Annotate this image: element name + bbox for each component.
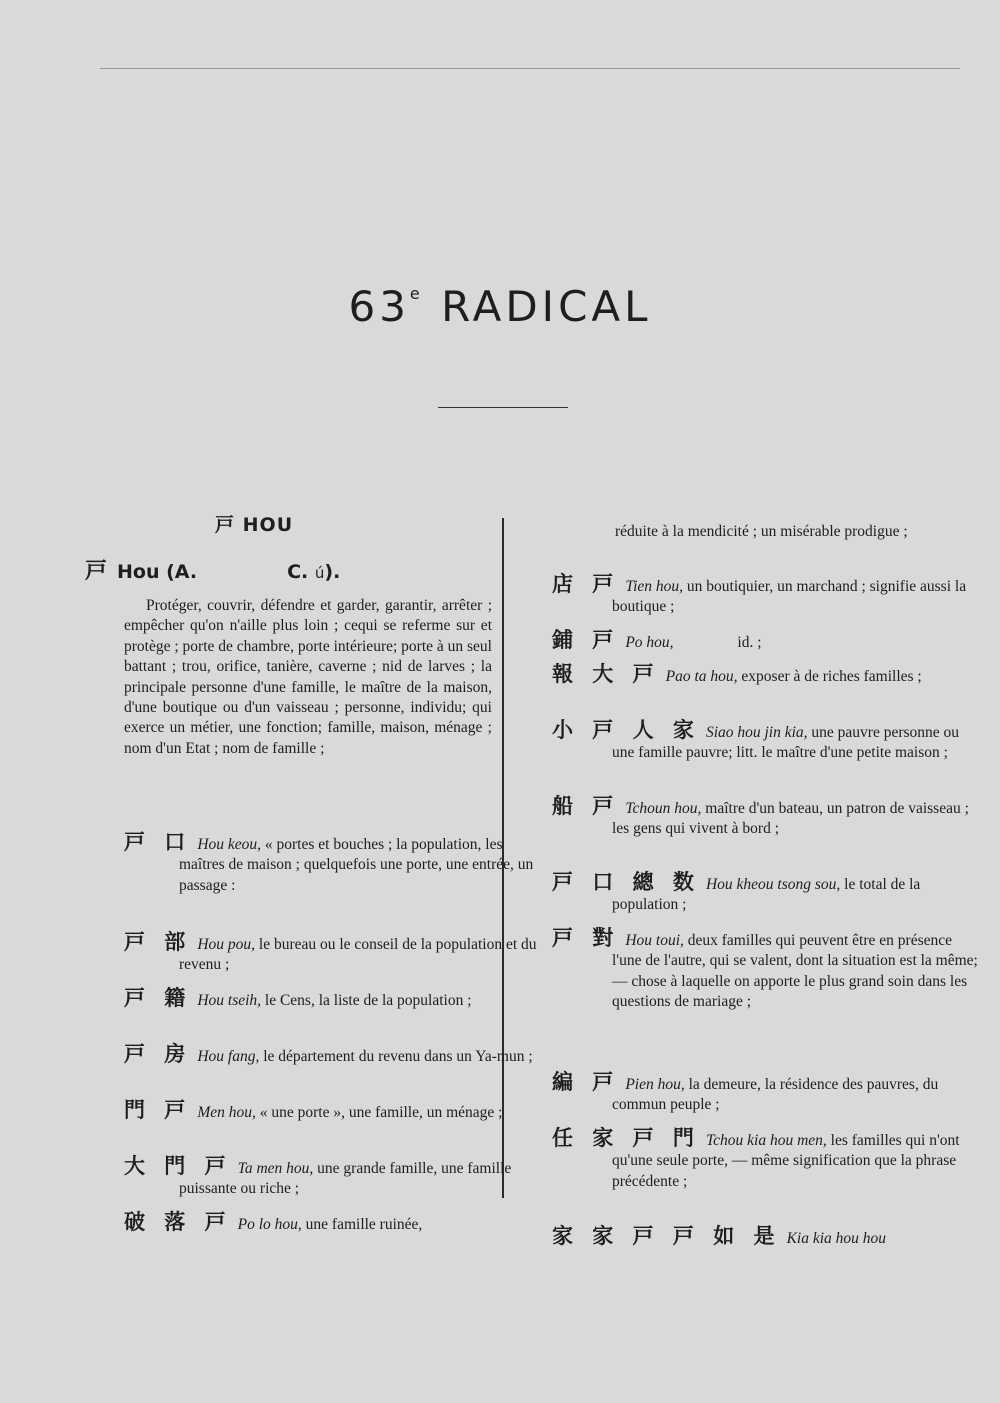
entry-romanization: Pao ta hou, [665, 668, 738, 685]
entry-body: une pauvre personne ou une famille pauvre; litt. le maître d'une petite maison ; [612, 724, 960, 762]
entry-cjk: 門 戸 [124, 1098, 192, 1122]
entry-romanization: Tien hou, [625, 578, 684, 595]
entry-cjk: 船 戸 [552, 794, 620, 818]
right-entry [552, 1072, 980, 1116]
left-entry [124, 988, 541, 1011]
head-entry-c-value: ú [314, 564, 325, 582]
entry-body: le bureau ou le conseil de la population et du revenu ; [179, 936, 537, 974]
right-entry [552, 796, 980, 840]
entry-romanization: Siao hou jin kia, [705, 724, 808, 741]
entry-body: un boutiquier, un marchand ; signifie aussi la boutique ; [612, 578, 967, 616]
entry-cjk: 戸 對 [552, 926, 620, 950]
entry-romanization: Pien hou, [625, 1076, 685, 1093]
left-entry [124, 832, 541, 896]
entry-cjk: 任 家 戸 門 [552, 1126, 700, 1150]
left-entry [124, 1212, 541, 1235]
entry-body: les familles qui n'ont qu'une seule porte, — même signification que la phrase précédente ; [612, 1132, 960, 1190]
right-entry [552, 720, 980, 764]
right-entry [552, 1128, 980, 1192]
entry-cjk: 戸 籍 [124, 986, 192, 1010]
right-entry [552, 928, 980, 1013]
entry-romanization: Hou pou, [197, 936, 256, 953]
entry-cjk: 戸 房 [124, 1042, 192, 1066]
entry-body: exposer à de riches familles ; [741, 668, 922, 685]
radical-word: RADICAL [441, 282, 652, 331]
entry-body: une famille ruinée, [305, 1216, 423, 1233]
right-entry [552, 664, 980, 687]
entry-body: « une porte », une famille, un ménage ; [259, 1104, 503, 1121]
entry-body: deux familles qui peuvent être en présence l'une de l'autre, qui se valent, dont la situation est la même; — chose à laquelle on apporte le plus grand soin dans les questions de mariage ; [612, 932, 978, 1011]
head-entry-c: C. [287, 561, 309, 583]
entry-body: le département du revenu dans un Ya-mun ; [263, 1048, 533, 1065]
entry-body: « portes et bouches ; la population, les maîtres de maison ; quelquefois une porte, une entrée, un passage : [179, 836, 534, 894]
entry-romanization: Men hou, [197, 1104, 256, 1121]
left-entry [124, 932, 541, 976]
right-entry [552, 872, 980, 916]
head-entry-cjk: 戸 [85, 559, 108, 584]
definition-paragraph: Protéger, couvrir, défendre et garder, garantir, arrêter ; empêcher qu'on n'aille plus loin ; cequi se referme sur et protège ; porte de chambre, porte intérieure; porte à un seul battant ; trou, orifice, tanière, caverne ; nid de larves ; la principale personne d'une famille, le maître de la maison, d'une boutique ou d'un vaisseau ; personne, individu; qui exerce un métier, une fonction; famille, maison, ménage ; nom d'un Etat ; nom de famille ; [124, 597, 492, 757]
entry-cjk: 店 戸 [552, 572, 620, 596]
entry-cjk: 大 門 戸 [124, 1154, 232, 1178]
entry-cjk: 小 戸 人 家 [552, 718, 700, 742]
entry-romanization: Hou keou, [197, 836, 262, 853]
entry-body: id. ; [737, 634, 762, 651]
entry-cjk: 破 落 戸 [124, 1210, 232, 1234]
right-entry [552, 630, 980, 653]
page-title [0, 282, 1000, 331]
heading-cjk: 戸 [215, 514, 236, 536]
entry-romanization: Ta men hou, [237, 1160, 314, 1177]
section-heading [215, 510, 293, 537]
radical-number: 63 [348, 282, 410, 331]
entry-romanization: Kia kia hou hou [786, 1230, 887, 1247]
entry-romanization: Hou kheou tsong sou, [705, 876, 841, 893]
left-entry [124, 1156, 541, 1200]
head-entry [85, 554, 340, 585]
entry-body: maître d'un bateau, un patron de vaisseau ; les gens qui vivent à bord ; [612, 800, 969, 838]
left-entry [124, 1044, 541, 1067]
entry-cjk: 鋪 戸 [552, 628, 620, 652]
entry-romanization: Tchoun hou, [625, 800, 702, 817]
entry-cjk: 報 大 戸 [552, 662, 660, 686]
entry-romanization: Hou toui, [625, 932, 684, 949]
entry-romanization: Hou tseih, [197, 992, 262, 1009]
head-entry-tail: ). [324, 561, 341, 583]
right-continuation: réduite à la mendicité ; un misérable prodigue ; [615, 523, 908, 540]
entry-body: la demeure, la résidence des pauvres, du commun peuple ; [612, 1076, 939, 1114]
entry-cjk: 編 戸 [552, 1070, 620, 1094]
entry-romanization: Tchou kia hou men, [705, 1132, 827, 1149]
heading-text: HOU [242, 514, 294, 536]
entry-body: le Cens, la liste de la population ; [264, 992, 472, 1009]
entry-cjk: 戸 口 總 数 [552, 870, 700, 894]
left-entry [124, 1100, 541, 1123]
entry-cjk: 戸 口 [124, 830, 192, 854]
entry-body: le total de la population ; [612, 876, 921, 914]
right-entry [552, 574, 980, 618]
entry-body: une grande famille, une famille puissante ou riche ; [179, 1160, 512, 1198]
entry-cjk: 家 家 戸 戸 如 是 [552, 1224, 781, 1248]
title-rule [438, 407, 568, 408]
header-rule [100, 68, 960, 69]
head-entry-romanization: Hou (A. [117, 561, 198, 583]
entry-romanization: Po lo hou, [237, 1216, 302, 1233]
entry-cjk: 戸 部 [124, 930, 192, 954]
entry-romanization: Po hou, [625, 634, 674, 651]
radical-suffix: e [409, 284, 420, 303]
entry-romanization: Hou fang, [197, 1048, 260, 1065]
right-entry [552, 1226, 980, 1249]
